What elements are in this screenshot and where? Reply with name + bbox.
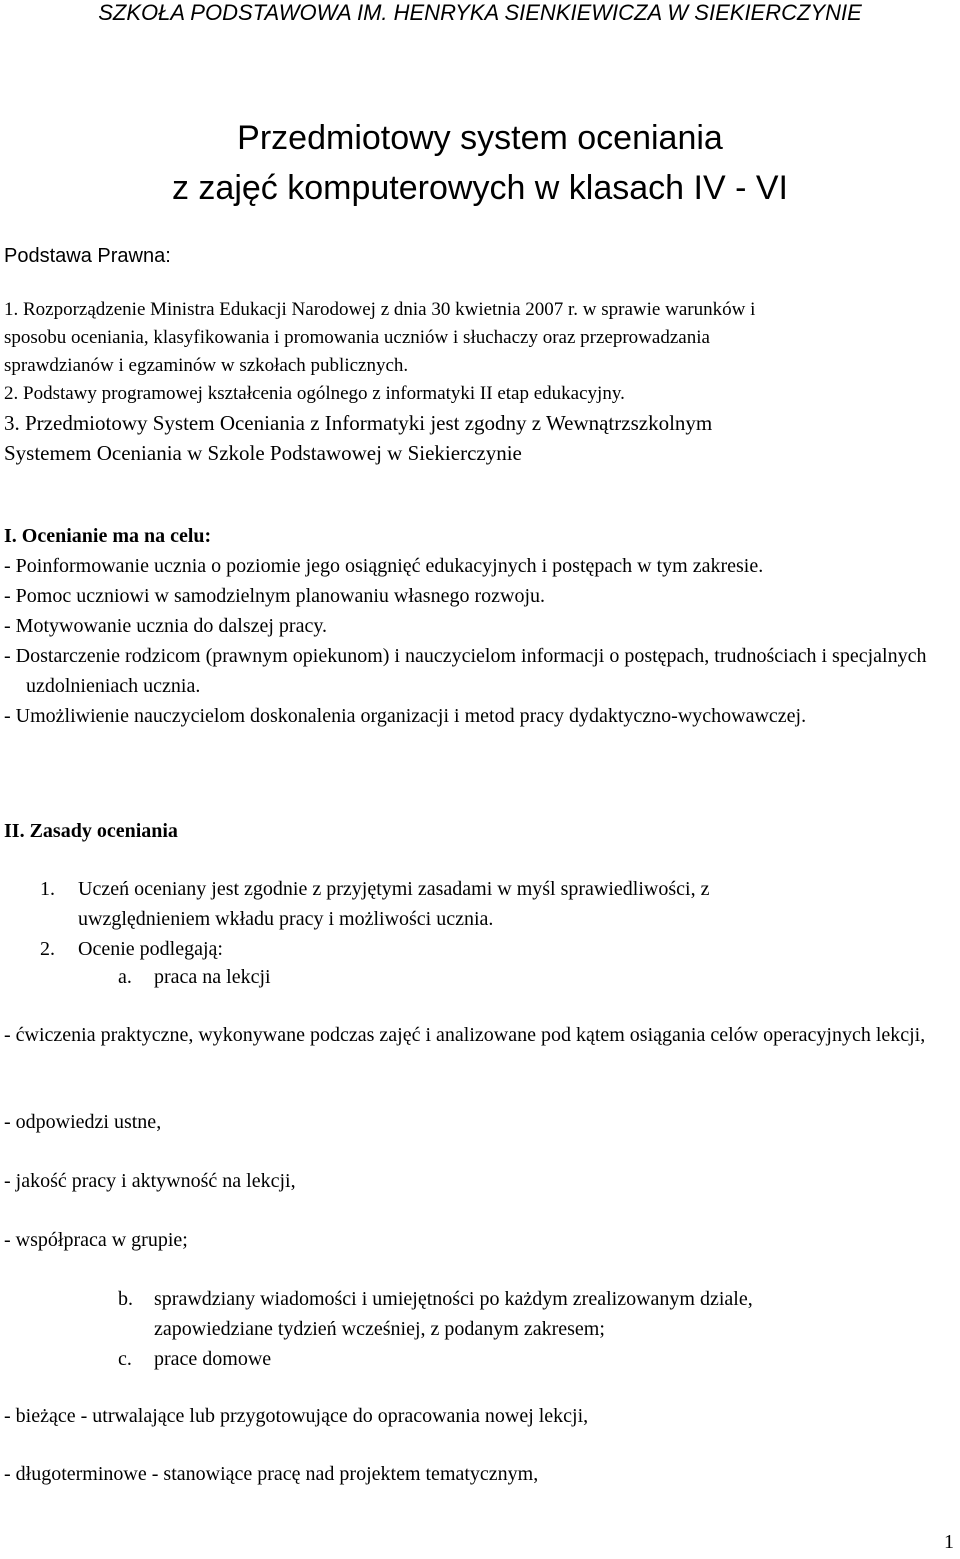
legal-item-2: 2. Podstawy programowej kształcenia ogólnego z informatyki II etap edukacyjny. [4, 383, 625, 404]
legal-item-3-line1: 3. Przedmiotowy System Oceniania z Informatyki jest zgodny z Wewnątrzszkolnym [4, 411, 713, 435]
section-goals-heading: I. Ocenianie ma na celu: [4, 525, 212, 547]
legal-basis-label: Podstawa Prawna: [4, 245, 171, 267]
legal-item-3-line2: Systemem Oceniania w Szkole Podstawowej w Siekierczynie [4, 441, 522, 465]
school-header: SZKOŁA PODSTAWOWA IM. HENRYKA SIENKIEWICZA W SIEKIERCZYNIE [98, 0, 862, 25]
list-number: 1. [40, 878, 55, 900]
assessed-item: - odpowiedzi ustne, [4, 1111, 162, 1133]
rule-item-1-line1: Uczeń oceniany jest zgodnie z przyjętymi zasadami w myśl sprawiedliwości, z [78, 878, 710, 900]
homework-item: - bieżące - utrwalające lub przygotowujące do opracowania nowej lekcji, [4, 1405, 589, 1427]
goal-item: - Motywowanie ucznia do dalszej pracy. [4, 615, 328, 637]
rule-item-1-line2: uwzględnieniem wkładu pracy i możliwości ucznia. [78, 908, 494, 930]
subitem-b [118, 1284, 938, 1374]
legal-item-1-line3: sprawdzianów i egzaminów w szkołach publicznych. [4, 355, 409, 376]
assessed-item: - współpraca w grupie; [4, 1229, 188, 1251]
subitem-a-text: praca na lekcji [154, 966, 271, 988]
rule-item-2-text: Ocenie podlegają: [78, 938, 223, 960]
rule-item-1 [40, 874, 940, 934]
page-number: 1 [944, 1531, 954, 1553]
goal-item: - Poinformowanie ucznia o poziomie jego osiągnięć edukacyjnych i postępach w tym zakresie. [4, 555, 764, 577]
section-goals [4, 521, 954, 731]
subitem-b-line1: sprawdziany wiadomości i umiejętności po każdym zrealizowanym dziale, [154, 1288, 753, 1310]
document-title-line1: Przedmiotowy system oceniania [237, 119, 723, 157]
homework-item: - długoterminowe - stanowiące pracę nad projektem tematycznym, [4, 1463, 539, 1485]
list-letter: c. [118, 1348, 132, 1370]
legal-basis-list [4, 296, 954, 468]
legal-item-1-line1: 1. Rozporządzenie Ministra Edukacji Narodowej z dnia 30 kwietnia 2007 r. w sprawie warunków i [4, 299, 756, 320]
assessed-item: - jakość pracy i aktywność na lekcji, [4, 1170, 296, 1192]
list-letter: b. [118, 1288, 133, 1310]
goal-item: - Pomoc uczniowi w samodzielnym planowaniu własnego rozwoju. [4, 585, 545, 607]
assessed-item: - ćwiczenia praktyczne, wykonywane podczas zajęć i analizowane pod kątem osiągania celów operacyjnych lekcji, [4, 1024, 926, 1046]
section-rules-heading: II. Zasady oceniania [4, 820, 178, 842]
subitem-b-line2: zapowiedziane tydzień wcześniej, z podanym zakresem; [154, 1318, 605, 1340]
legal-item-1-line2: sposobu oceniania, klasyfikowania i promowania uczniów i słuchaczy oraz przeprowadzania [4, 327, 710, 348]
rule-item-2 [40, 934, 940, 964]
goal-item: - Umożliwienie nauczycielom doskonalenia organizacji i metod pracy dydaktyczno-wychowawczej. [4, 705, 807, 727]
list-letter: a. [118, 966, 132, 988]
rules-numbered-list [40, 874, 940, 964]
document-title-line2: z zajęć komputerowych w klasach IV - VI [171, 169, 788, 207]
subitem-c-text: prace domowe [154, 1348, 272, 1370]
list-number: 2. [40, 938, 55, 960]
goal-item: - Dostarczenie rodzicom (prawnym opiekunom) i nauczycielom informacji o postępach, trudnościach i specjalnych uzdolnieniach ucznia. [4, 645, 927, 697]
subitem-a [118, 962, 938, 992]
